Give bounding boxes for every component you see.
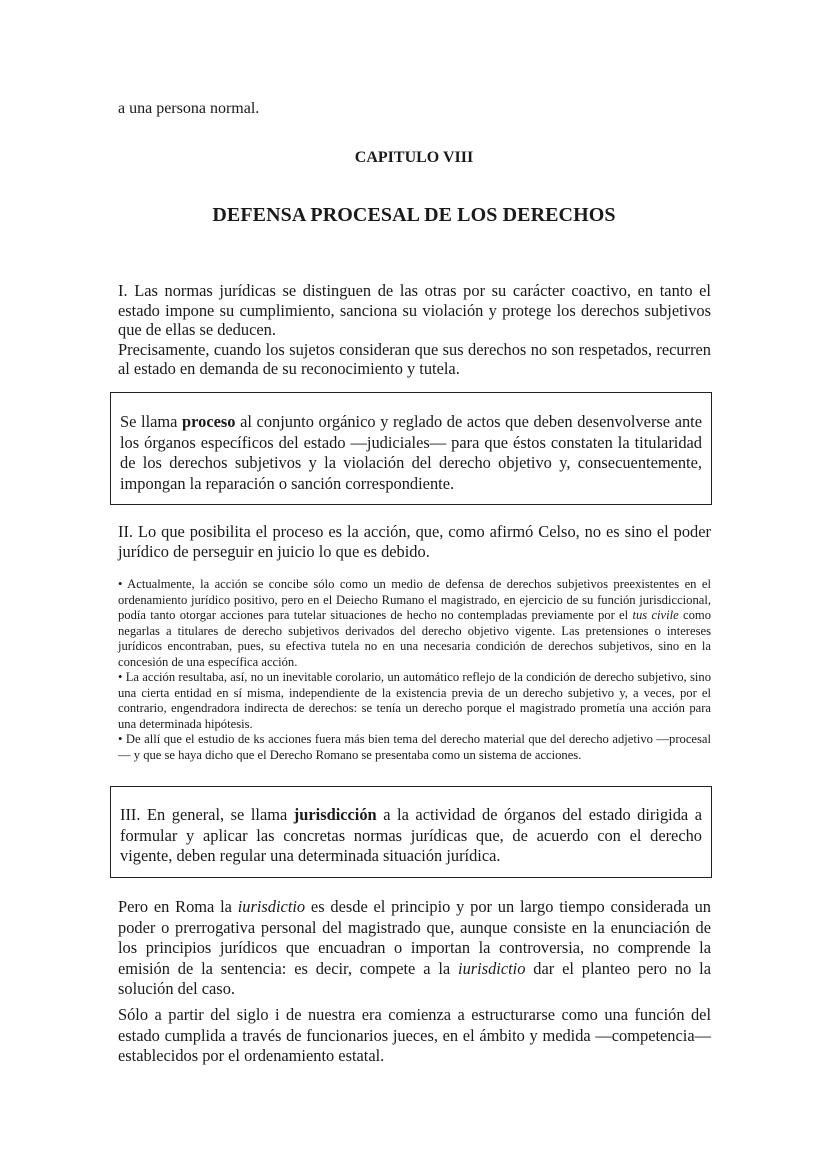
lead-line: a una persona normal.	[118, 100, 260, 117]
note-item: • De allí que el estudio de ks acciones fuera más bien tema del derecho material que del derecho adjetivo —procesal— y que se haya dicho que el Derecho Romano se presentaba como un sistema de acciones.	[118, 732, 711, 762]
paragraph-siglo: Sólo a partir del siglo i de nuestra era comienza a estructurarse como una función del estado cumplida a través de funcionarios jueces, en el ámbito y medida —competencia— establecidos por el ordenamiento estatal.	[118, 1005, 711, 1066]
definition-box-proceso	[110, 392, 712, 505]
paragraph-segment: Pero en Roma la	[118, 897, 238, 916]
section-1-paragraph-2: Precisamente, cuando los sujetos consideran que sus derechos no son respetados, recurren al estado en demanda de su reconocimiento y tutela.	[118, 339, 711, 378]
note-item: • La acción resultaba, así, no un inevitable corolario, un automático reflejo de la condición de derecho subjetivo, sino una cierta entidad en sí misma, independiente de la existencia previa de un derecho subjetivo y, a veces, por el contrario, engendradora indirecta de derechos: se tenía un derecho porque el magistrado prometía una acción para una determinada hipótesis.	[118, 670, 711, 731]
note-item	[118, 577, 711, 670]
note-1-post: como negarlas a titulares de derecho subjetivos derivados del derecho objetivo vigente. Las pretensiones o intereses jurídicos encontraban, pues, su efectiva tutela no en una necesaria condición de derechos subjetivos, sino en la concesión de una específica acción.	[118, 608, 711, 669]
section-1	[118, 281, 711, 379]
definition-text	[120, 412, 702, 494]
section-2-paragraph: II. Lo que posibilita el proceso es la acción, que, como afirmó Celso, no es sino el poder jurídico de perseguir en juicio lo que es debido.	[118, 522, 711, 561]
section-1-paragraph-1: I. Las normas jurídicas se distinguen de las otras por su carácter coactivo, en tanto el estado impone su cumplimiento, sanciona su violación y protege los derechos subjetivos que de ellas se deducen.	[118, 281, 711, 339]
italic-term: iurisdictio	[458, 958, 526, 978]
paragraph-segment: es desde el principio y por un largo tiempo considerada un poder o prerrogativa personal del magistrado que, aunque consiste en la enunciación de los principios jurídicos que encuadran o importan la controversia, no comprende la emisión de la sentencia: es decir, compete a la	[118, 897, 711, 978]
italic-term: iurisdictio	[237, 897, 306, 916]
paragraph-segment: dar el planteo pero no la solución del caso.	[118, 958, 711, 999]
note-1-italic: tus civile	[632, 608, 679, 622]
definition-text	[120, 805, 702, 867]
definition-post: a la actividad de órganos del estado dirigida a formular y aplicar las concretas normas jurídicas que, de acuerdo con el derecho vigente, deben regular una determinada situación jurídica.	[120, 805, 702, 865]
definition-box-jurisdiccion	[110, 786, 712, 878]
page-title: DEFENSA PROCESAL DE LOS DERECHOS	[212, 204, 616, 226]
definition-post: al conjunto orgánico y reglado de actos que deben desenvolverse ante los órganos específicos del estado —judiciales— para que éstos constaten la titularidad de los derechos subjetivos y la violación del derecho objetivo y, consecuentemente, impongan la reparación o sanción correspondiente.	[120, 412, 702, 493]
notes-list	[118, 577, 711, 763]
definition-pre: III. En general, se llama	[120, 805, 294, 824]
definition-pre: Se llama	[120, 412, 183, 431]
definition-term: proceso	[182, 412, 236, 431]
definition-term: jurisdicción	[293, 805, 377, 824]
note-1-pre: • Actualmente, la acción se concibe sólo como un medio de defensa de derechos subjetivos preexistentes en el ordenamiento jurídico positivo, pero en el Deiecho Rumano el magistrado, en ejercicio de su función jurisdiccional, podía tanto otorgar acciones para tutelar situaciones de hecho no contempladas previamente por el	[118, 577, 711, 622]
paragraph-iurisdictio	[118, 897, 711, 1000]
chapter-heading: CAPITULO VIII	[354, 149, 474, 166]
